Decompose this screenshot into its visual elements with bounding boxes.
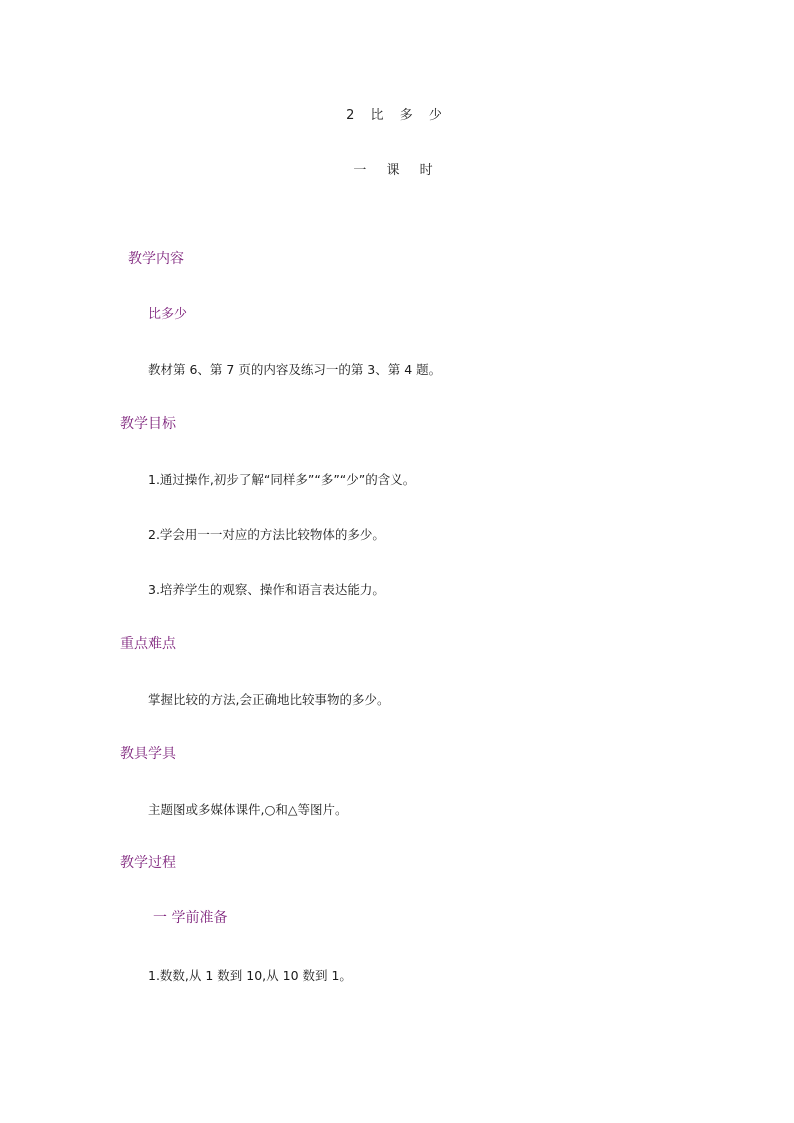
goal-item: 1.通过操作,初步了解“同样多”“多”“少”的含义。 (148, 472, 416, 487)
section-heading-goals: 教学目标 (120, 416, 176, 432)
tools-text: 主题图或多媒体课件,○和△等图片。 (148, 802, 348, 817)
lesson-period: 一 课 时 (353, 163, 441, 178)
process-item: 1.数数,从 1 数到 10,从 10 数到 1。 (148, 968, 352, 983)
section-heading-tools: 教具学具 (120, 746, 176, 762)
section-heading-process: 教学过程 (120, 855, 176, 871)
section-heading-keypoints: 重点难点 (120, 636, 176, 652)
keypoints-text: 掌握比较的方法,会正确地比较事物的多少。 (148, 692, 390, 707)
process-step-heading: 一 学前准备 (153, 910, 228, 926)
goal-item: 2.学会用一一对应的方法比较物体的多少。 (148, 527, 385, 542)
lesson-title: 2 比 多 少 (346, 108, 448, 123)
content-subheading: 比多少 (148, 307, 188, 322)
goal-item: 3.培养学生的观察、操作和语言表达能力。 (148, 582, 385, 597)
content-text: 教材第 6、第 7 页的内容及练习一的第 3、第 4 题。 (148, 362, 442, 377)
section-heading-content: 教学内容 (128, 251, 184, 267)
